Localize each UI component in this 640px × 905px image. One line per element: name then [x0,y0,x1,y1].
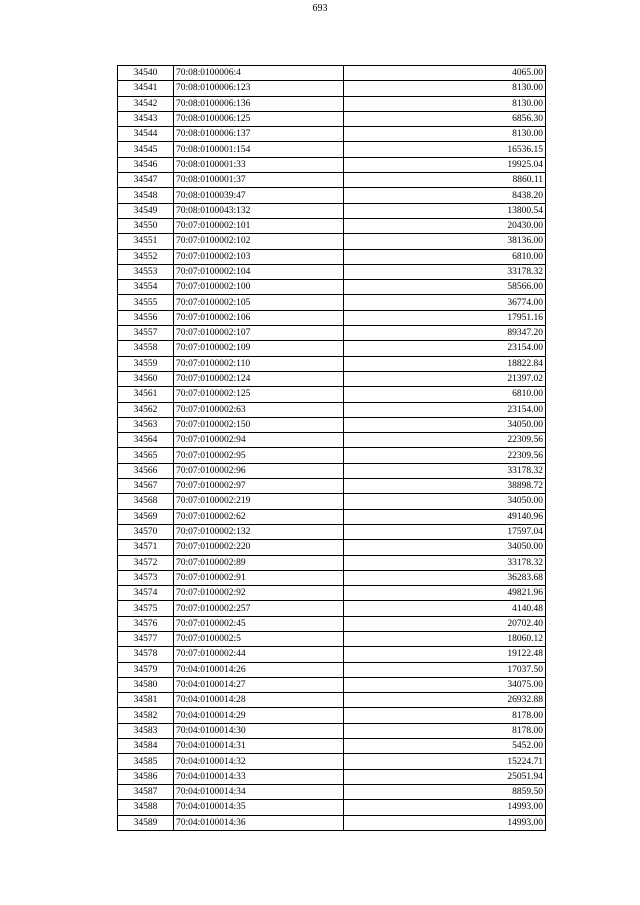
table-row [118,570,546,585]
cadastral-number-cell: 70:07:0100002:132 [174,524,344,539]
table-row [118,693,546,708]
value-cell: 36774.00 [344,295,546,310]
value-cell: 8859.50 [344,784,546,799]
value-cell: 33178.32 [344,264,546,279]
cadastral-number-cell: 70:04:0100014:32 [174,754,344,769]
cadastral-number-cell: 70:04:0100014:26 [174,662,344,677]
cadastral-number-cell: 70:07:0100002:95 [174,448,344,463]
value-cell: 20430.00 [344,218,546,233]
value-cell: 8130.00 [344,81,546,96]
table-row [118,540,546,555]
value-cell: 4065.00 [344,66,546,81]
row-number-cell: 34564 [118,433,174,448]
table-row [118,463,546,478]
value-cell: 22309.56 [344,448,546,463]
value-cell: 34050.00 [344,540,546,555]
value-cell: 49821.96 [344,586,546,601]
value-cell: 19925.04 [344,157,546,172]
row-number-cell: 34585 [118,754,174,769]
table-row [118,433,546,448]
table-row [118,111,546,126]
value-cell: 8438.20 [344,188,546,203]
row-number-cell: 34575 [118,601,174,616]
cadastral-number-cell: 70:04:0100014:27 [174,677,344,692]
table-row [118,356,546,371]
row-number-cell: 34556 [118,310,174,325]
row-number-cell: 34581 [118,693,174,708]
value-cell: 49140.96 [344,509,546,524]
table-row [118,417,546,432]
cadastral-number-cell: 70:07:0100002:104 [174,264,344,279]
table-row [118,479,546,494]
row-number-cell: 34559 [118,356,174,371]
cadastral-number-cell: 70:08:0100006:137 [174,127,344,142]
row-number-cell: 34560 [118,371,174,386]
cadastral-number-cell: 70:07:0100002:96 [174,463,344,478]
row-number-cell: 34548 [118,188,174,203]
row-number-cell: 34543 [118,111,174,126]
table-row [118,815,546,830]
page-number: 693 [312,3,328,14]
table-row [118,280,546,295]
value-cell: 21397.02 [344,371,546,386]
cadastral-number-cell: 70:07:0100002:89 [174,555,344,570]
table-row [118,127,546,142]
cadastral-number-cell: 70:07:0100002:102 [174,234,344,249]
value-cell: 8860.11 [344,173,546,188]
cadastral-number-cell: 70:07:0100002:5 [174,631,344,646]
row-number-cell: 34586 [118,769,174,784]
row-number-cell: 34540 [118,66,174,81]
cadastral-number-cell: 70:08:0100006:136 [174,96,344,111]
row-number-cell: 34577 [118,631,174,646]
table-row [118,218,546,233]
value-cell: 23154.00 [344,402,546,417]
cadastral-number-cell: 70:08:0100001:33 [174,157,344,172]
value-cell: 6810.00 [344,249,546,264]
row-number-cell: 34576 [118,616,174,631]
row-number-cell: 34555 [118,295,174,310]
cadastral-number-cell: 70:07:0100002:220 [174,540,344,555]
value-cell: 5452.00 [344,739,546,754]
row-number-cell: 34582 [118,708,174,723]
cadastral-number-cell: 70:08:0100001:154 [174,142,344,157]
table-row [118,494,546,509]
cadastral-number-cell: 70:04:0100014:33 [174,769,344,784]
table-row [118,754,546,769]
table-row [118,448,546,463]
cadastral-number-cell: 70:04:0100014:30 [174,723,344,738]
value-cell: 19122.48 [344,647,546,662]
table-row [118,203,546,218]
table-row [118,326,546,341]
cadastral-number-cell: 70:07:0100002:91 [174,570,344,585]
value-cell: 17951.16 [344,310,546,325]
row-number-cell: 34584 [118,739,174,754]
cadastral-number-cell: 70:07:0100002:257 [174,601,344,616]
row-number-cell: 34563 [118,417,174,432]
table-body [118,66,546,831]
row-number-cell: 34570 [118,524,174,539]
value-cell: 25051.94 [344,769,546,784]
table-row [118,616,546,631]
cadastral-number-cell: 70:07:0100002:44 [174,647,344,662]
table-row [118,142,546,157]
value-cell: 34050.00 [344,494,546,509]
table-row [118,769,546,784]
table-row [118,647,546,662]
table-row [118,586,546,601]
value-cell: 38136.00 [344,234,546,249]
cadastral-number-cell: 70:07:0100002:124 [174,371,344,386]
table-row [118,555,546,570]
value-cell: 23154.00 [344,341,546,356]
row-number-cell: 34572 [118,555,174,570]
table-row [118,157,546,172]
cadastral-number-cell: 70:07:0100002:94 [174,433,344,448]
table-row [118,371,546,386]
cadastral-number-cell: 70:07:0100002:92 [174,586,344,601]
row-number-cell: 34567 [118,479,174,494]
row-number-cell: 34565 [118,448,174,463]
value-cell: 26932.88 [344,693,546,708]
value-cell: 13800.54 [344,203,546,218]
value-cell: 18060.12 [344,631,546,646]
value-cell: 33178.32 [344,555,546,570]
value-cell: 6810.00 [344,387,546,402]
row-number-cell: 34552 [118,249,174,264]
row-number-cell: 34571 [118,540,174,555]
row-number-cell: 34554 [118,280,174,295]
table-row [118,66,546,81]
row-number-cell: 34561 [118,387,174,402]
value-cell: 8130.00 [344,96,546,111]
cadastral-number-cell: 70:07:0100002:109 [174,341,344,356]
row-number-cell: 34574 [118,586,174,601]
row-number-cell: 34562 [118,402,174,417]
cadastral-number-cell: 70:04:0100014:34 [174,784,344,799]
cadastral-number-cell: 70:07:0100002:110 [174,356,344,371]
value-cell: 89347.20 [344,326,546,341]
value-cell: 38898.72 [344,479,546,494]
value-cell: 17597.04 [344,524,546,539]
table-row [118,662,546,677]
table-row [118,264,546,279]
cadastral-number-cell: 70:08:0100043:132 [174,203,344,218]
cadastral-number-cell: 70:07:0100002:105 [174,295,344,310]
cadastral-number-cell: 70:07:0100002:106 [174,310,344,325]
cadastral-number-cell: 70:07:0100002:101 [174,218,344,233]
cadastral-number-cell: 70:04:0100014:36 [174,815,344,830]
value-cell: 8178.00 [344,723,546,738]
table-row [118,800,546,815]
row-number-cell: 34583 [118,723,174,738]
cadastral-number-cell: 70:08:0100006:123 [174,81,344,96]
value-cell: 58566.00 [344,280,546,295]
row-number-cell: 34545 [118,142,174,157]
table-row [118,524,546,539]
table-row [118,387,546,402]
row-number-cell: 34569 [118,509,174,524]
value-cell: 4140.48 [344,601,546,616]
row-number-cell: 34568 [118,494,174,509]
row-number-cell: 34553 [118,264,174,279]
cadastral-number-cell: 70:07:0100002:97 [174,479,344,494]
table-row [118,601,546,616]
cadastral-number-cell: 70:08:0100039:47 [174,188,344,203]
cadastral-number-cell: 70:08:0100006:4 [174,66,344,81]
table-row [118,310,546,325]
value-cell: 16536.15 [344,142,546,157]
cadastral-number-cell: 70:08:0100001:37 [174,173,344,188]
cadastral-number-cell: 70:07:0100002:45 [174,616,344,631]
row-number-cell: 34587 [118,784,174,799]
cadastral-number-cell: 70:07:0100002:63 [174,402,344,417]
row-number-cell: 34566 [118,463,174,478]
value-cell: 22309.56 [344,433,546,448]
row-number-cell: 34542 [118,96,174,111]
table-row [118,295,546,310]
cadastral-number-cell: 70:07:0100002:150 [174,417,344,432]
value-cell: 14993.00 [344,815,546,830]
row-number-cell: 34589 [118,815,174,830]
row-number-cell: 34579 [118,662,174,677]
value-cell: 20702.40 [344,616,546,631]
row-number-cell: 34547 [118,173,174,188]
value-cell: 6856.30 [344,111,546,126]
row-number-cell: 34550 [118,218,174,233]
table-row [118,341,546,356]
table-row [118,188,546,203]
table-row [118,249,546,264]
row-number-cell: 34558 [118,341,174,356]
table-row [118,402,546,417]
value-cell: 17037.50 [344,662,546,677]
table-row [118,723,546,738]
value-cell: 15224.71 [344,754,546,769]
value-cell: 33178.32 [344,463,546,478]
table-row [118,173,546,188]
cadastral-number-cell: 70:07:0100002:62 [174,509,344,524]
table-row [118,677,546,692]
cadastral-number-cell: 70:07:0100002:107 [174,326,344,341]
cadastral-value-table [117,65,546,831]
cadastral-number-cell: 70:04:0100014:31 [174,739,344,754]
cadastral-number-cell: 70:07:0100002:125 [174,387,344,402]
table-row [118,96,546,111]
row-number-cell: 34541 [118,81,174,96]
row-number-cell: 34573 [118,570,174,585]
value-cell: 8178.00 [344,708,546,723]
table-row [118,631,546,646]
row-number-cell: 34588 [118,800,174,815]
row-number-cell: 34580 [118,677,174,692]
table-row [118,708,546,723]
value-cell: 18822.84 [344,356,546,371]
table-row [118,739,546,754]
row-number-cell: 34546 [118,157,174,172]
row-number-cell: 34544 [118,127,174,142]
table-row [118,784,546,799]
value-cell: 34050.00 [344,417,546,432]
value-cell: 34075.00 [344,677,546,692]
table-row [118,234,546,249]
row-number-cell: 34551 [118,234,174,249]
value-cell: 14993.00 [344,800,546,815]
table-row [118,509,546,524]
value-cell: 8130.00 [344,127,546,142]
value-cell: 36283.68 [344,570,546,585]
row-number-cell: 34557 [118,326,174,341]
cadastral-number-cell: 70:08:0100006:125 [174,111,344,126]
cadastral-number-cell: 70:07:0100002:219 [174,494,344,509]
cadastral-number-cell: 70:04:0100014:29 [174,708,344,723]
cadastral-number-cell: 70:04:0100014:35 [174,800,344,815]
row-number-cell: 34578 [118,647,174,662]
table-row [118,81,546,96]
cadastral-number-cell: 70:07:0100002:103 [174,249,344,264]
cadastral-number-cell: 70:07:0100002:100 [174,280,344,295]
cadastral-number-cell: 70:04:0100014:28 [174,693,344,708]
row-number-cell: 34549 [118,203,174,218]
